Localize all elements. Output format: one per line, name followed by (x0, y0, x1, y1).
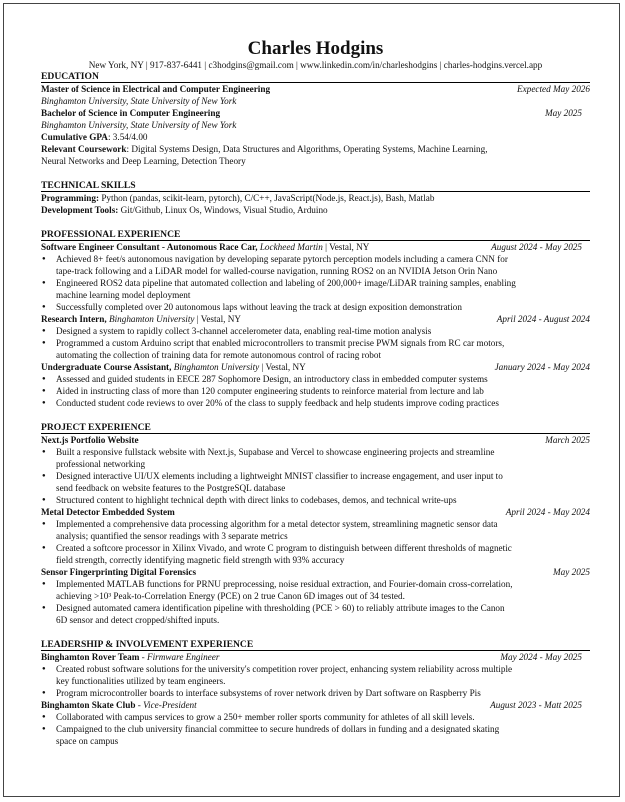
bullet-text: Implemented a comprehensive data processing algorithm for a metal detector system, streamlining magnetic sensor data (56, 519, 498, 529)
job-title (41, 241, 369, 253)
project-bullets (41, 578, 590, 626)
bullet-text: Assessed and guided students in EECE 287 Sophomore Design, an introductory class in embedded computer systems (56, 374, 488, 384)
bullet-text: professional networking (56, 459, 146, 469)
bullet-text: analysis; quantified the sensor readings with 3 separate metrics (56, 531, 288, 541)
bullet-text: space on campus (56, 736, 119, 746)
leadership-bullets (41, 711, 590, 747)
school-name: Binghamton University, State University of New York (41, 120, 237, 130)
education-heading: EDUCATION (41, 71, 590, 83)
bullet-text: Designed interactive UI/UX elements including a lightweight MNIST classifier to increase engagement, and user input to (56, 471, 503, 481)
job-org: Binghamton University (173, 362, 260, 372)
bullet-text: field strength, correctly identifying magnetic field strength with 93% accuracy (56, 555, 345, 565)
leadership-title (41, 651, 219, 663)
job-date: August 2024 - May 2025 (491, 242, 582, 252)
project-row (41, 434, 590, 446)
job-role: Software Engineer Consultant - Autonomous Race Car, (41, 242, 258, 252)
bullet-text: Created robust software solutions for the university's competition rover project, enhancing system reliability across multiple (56, 664, 513, 674)
bullet-text: Achieved 8+ feet/s autonomous navigation by developing separate pytorch perception models including a camera CNN for (56, 254, 508, 264)
bullet (41, 711, 590, 723)
project-bullets (41, 518, 590, 566)
degree-row (41, 107, 590, 119)
job-role: Research Intern, (41, 314, 107, 324)
coursework-value: : Digital Systems Design, Data Structures and Algorithms, Operating Systems, Machine Learning, (126, 144, 488, 154)
bullet (41, 325, 590, 337)
bullet-text: key functionalities utilized by team engineers. (56, 676, 226, 686)
candidate-name: Charles Hodgins (247, 38, 384, 59)
bullet-text: Designed a system to rapidly collect 3-channel accelerometer data, enabling real-time motion analysis (56, 326, 432, 336)
bullet (41, 337, 590, 361)
project-date: May 2025 (553, 567, 590, 577)
project-name: Metal Detector Embedded System (41, 507, 175, 517)
job-bullets (41, 253, 590, 313)
bullet (41, 277, 590, 301)
job-org: Lockheed Martin (259, 242, 323, 252)
leadership-date: August 2023 - Matt 2025 (490, 700, 582, 710)
job-location: | Vestal, NY (259, 362, 306, 372)
bullet-text: Created a softcore processor in Xilinx Vivado, and wrote C program to distinguish between different thresholds of magnetic (56, 543, 512, 553)
bullet (41, 687, 590, 699)
job-row (41, 241, 590, 253)
bullet (41, 301, 590, 313)
bullet (41, 470, 590, 494)
bullet (41, 602, 590, 626)
leadership-bullets (41, 663, 590, 699)
bullet-text: achieving >10³ Peak-to-Correlation Energy (PCE) on 2 true Canon 6D images out of 34 tested. (56, 591, 405, 601)
degree-title: Bachelor of Science in Computer Engineering (41, 108, 221, 118)
job-role: Undergraduate Course Assistant, (41, 362, 172, 372)
leadership-title (41, 699, 197, 711)
bullet (41, 253, 590, 277)
experience-heading: PROFESSIONAL EXPERIENCE (41, 229, 590, 241)
resume-page (3, 3, 620, 797)
gpa-line (41, 131, 590, 143)
leadership-role: - Vice-President (135, 700, 197, 710)
bullet (41, 542, 590, 566)
bullet-text: 6D sensor and detect cropped/shifted inputs. (56, 615, 220, 625)
bullet-text: Collaborated with campus services to grow a 250+ member roller sports community for athletes of all skill levels. (56, 712, 475, 722)
leadership-role: - Firmware Engineer (139, 652, 220, 662)
bullet-text: machine learning model deployment (56, 290, 191, 300)
project-name: Sensor Fingerprinting Digital Forensics (41, 567, 197, 577)
bullet-text: Successfully completed over 20 autonomous laps without leaving the track at design exposition demonstration (56, 302, 462, 312)
bullet-text: automating the collection of training data for remote autonomous control of racing robot (56, 350, 382, 360)
bullet (41, 723, 590, 747)
leadership-org: Binghamton Rover Team (41, 652, 140, 662)
job-org: Binghamton University (108, 314, 195, 324)
tools-value: Git/Github, Linux Os, Windows, Visual Studio, Arduino (118, 205, 328, 215)
contact-line: New York, NY | 917-837-6441 | c3hodgins@gmail.com | www.linkedin.com/in/charleshodgins | charles-hodgins.vercel.app (88, 60, 543, 70)
job-date: January 2024 - May 2024 (494, 362, 590, 372)
bullet (41, 494, 590, 506)
skills-heading: TECHNICAL SKILLS (41, 180, 590, 192)
projects-heading: PROJECT EXPERIENCE (41, 422, 590, 434)
job-bullets (41, 373, 590, 409)
leadership-date: May 2024 - May 2025 (500, 652, 582, 662)
job-row (41, 361, 590, 373)
gpa-value: : 3.54/4.00 (107, 132, 148, 142)
project-row (41, 566, 590, 578)
bullet (41, 518, 590, 542)
bullet (41, 397, 590, 409)
leadership-row (41, 651, 590, 663)
job-location: | Vestal, NY (194, 314, 242, 324)
programming-skills (41, 192, 590, 204)
project-date: March 2025 (545, 435, 590, 445)
job-bullets (41, 325, 590, 361)
job-row (41, 313, 590, 325)
degree-date: May 2025 (545, 108, 582, 118)
project-row (41, 506, 590, 518)
bullet-text: Aided in instructing class of more than 120 computer engineering students to reinforce material from lecture and lab (56, 386, 484, 396)
job-title (41, 313, 241, 325)
bullet (41, 663, 590, 687)
degree-row (41, 83, 590, 95)
bullet (41, 385, 590, 397)
bullet-text: Campaigned to the club university financial committee to secure hundreds of dollars in funding and a designated skating (56, 724, 500, 734)
bullet-text: Conducted student code reviews to over 20% of the class to supply feedback and help students improve coding practices (56, 398, 499, 408)
degree-title: Master of Science in Electrical and Computer Engineering (41, 84, 271, 94)
bullet (41, 373, 590, 385)
job-date: April 2024 - August 2024 (496, 314, 590, 324)
school-name: Binghamton University, State University of New York (41, 96, 237, 106)
project-name: Next.js Portfolio Website (41, 435, 139, 445)
gpa-label: Cumulative GPA (41, 132, 108, 142)
coursework-line (41, 143, 590, 155)
degree-date: Expected May 2026 (517, 84, 590, 94)
coursework-line-continued: Neural Networks and Deep Learning, Detection Theory (41, 156, 246, 166)
coursework-label: Relevant Coursework (41, 144, 127, 154)
tools-skills (41, 204, 590, 216)
bullet-text: Programmed a custom Arduino script that enabled microcontrollers to transmit precise PWM signals from RC car motors, (56, 338, 505, 348)
job-title (41, 361, 306, 373)
bullet-text: Program microcontroller boards to interface subsystems of rover network driven by Dart software on Raspberry Pis (56, 688, 481, 698)
leadership-heading: LEADERSHIP & INVOLVEMENT EXPERIENCE (41, 639, 590, 651)
bullet-text: Structured content to highlight technical depth with direct links to codebases, demos, and technical write-ups (56, 495, 457, 505)
bullet-text: tape-track following and a LiDAR model for walled-course navigation, running ROS2 on an NVIDIA Jetson Orin Nano (56, 266, 498, 276)
leadership-org: Binghamton Skate Club (41, 700, 136, 710)
programming-label: Programming: (41, 193, 100, 203)
tools-label: Development Tools: (41, 205, 119, 215)
project-bullets (41, 446, 590, 506)
bullet-text: Implemented MATLAB functions for PRNU preprocessing, noise residual extraction, and Fourier-domain cross-correlation, (56, 579, 513, 589)
job-location: | Vestal, NY (322, 242, 370, 252)
project-date: April 2024 - May 2024 (505, 507, 590, 517)
leadership-row (41, 699, 590, 711)
bullet (41, 578, 590, 602)
bullet-text: Engineered ROS2 data pipeline that automated collection and labeling of 200,000+ image/LiDAR training samples, enabling (56, 278, 516, 288)
bullet-text: Designed automated camera identification pipeline with thresholding (PCE > 60) to reliably attribute images to the Canon (56, 603, 505, 613)
programming-value: Python (pandas, scikit-learn, pytorch), C/C++, JavaScript(Node.js, React.js), Bash, Matlab (99, 193, 435, 203)
bullet-text: Built a responsive fullstack website with Next.js, Supabase and Vercel to showcase engineering projects and streamline (56, 447, 495, 457)
bullet (41, 446, 590, 470)
bullet-text: send feedback on website features to the PostgreSQL database (56, 483, 286, 493)
resume-content (41, 38, 590, 747)
